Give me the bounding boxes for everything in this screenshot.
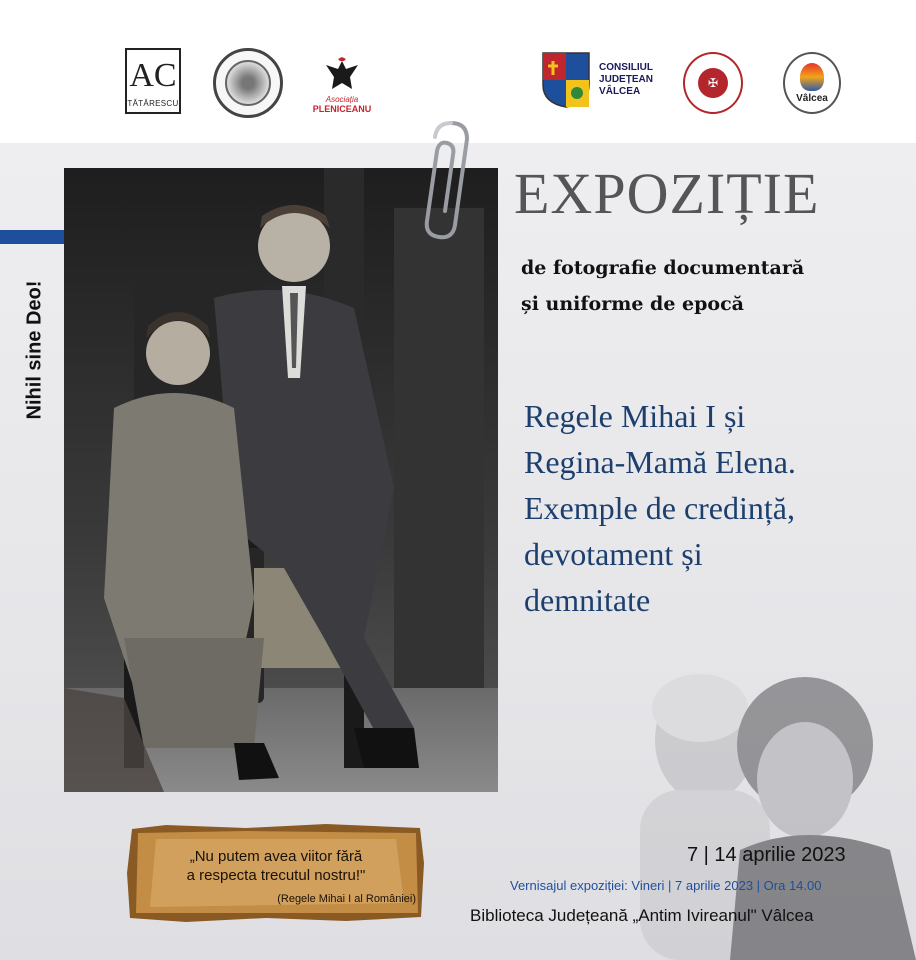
theme-line3: Exemple de credință, bbox=[524, 490, 795, 526]
theme-line4: devotament și bbox=[524, 536, 703, 572]
exhibition-dates: 7 | 14 aprilie 2023 bbox=[687, 844, 846, 866]
eagle-icon bbox=[322, 57, 362, 93]
exhibition-subtitle bbox=[521, 250, 804, 322]
coat-of-arms-icon bbox=[541, 51, 591, 109]
library-seal-icon: ✠ bbox=[698, 68, 728, 98]
poster-title: EXPOZIȚIE bbox=[514, 161, 820, 226]
tatarescu-monogram: AC bbox=[129, 56, 177, 94]
quote-parchment bbox=[126, 823, 426, 923]
venue: Biblioteca Județeană „Antim Ivireanul" Vâlcea bbox=[470, 906, 814, 925]
pleniceanu-line2: PLENICEANU bbox=[312, 103, 372, 114]
royal-portrait-image bbox=[64, 168, 498, 792]
quote-line1: „Nu putem avea viitor fără bbox=[189, 848, 363, 865]
seal-emblem-icon bbox=[225, 60, 271, 106]
royal-photograph bbox=[64, 168, 498, 792]
association-seal-logo bbox=[213, 48, 283, 118]
consiliul-line2: JUDEȚEAN bbox=[599, 74, 653, 85]
flame-icon bbox=[800, 63, 824, 91]
motto: Nihil sine Deo! bbox=[23, 280, 46, 420]
theme-line1: Regele Mihai I și bbox=[524, 398, 746, 434]
subtitle-line2: și uniforme de epocă bbox=[521, 293, 744, 315]
exhibition-theme bbox=[524, 393, 796, 623]
quote-text bbox=[146, 847, 406, 885]
biblioteca-logo bbox=[683, 52, 743, 114]
paperclip-icon bbox=[407, 115, 477, 245]
quote-line2: a respecta trecutul nostru!" bbox=[186, 867, 366, 884]
consiliul-judetean-logo bbox=[537, 48, 657, 112]
vernissage-info: Vernisajul expoziției: Vineri | 7 aprilie 2023 | Ora 14.00 bbox=[510, 878, 822, 893]
subtitle-line1: de fotografie documentară bbox=[521, 257, 805, 279]
consiliul-line3: VÂLCEA bbox=[599, 86, 641, 97]
theme-line2: Regina-Mamă Elena. bbox=[524, 444, 796, 480]
isj-label: Vâlcea bbox=[796, 92, 828, 104]
tatarescu-logo bbox=[125, 48, 181, 114]
theme-line5: demnitate bbox=[524, 582, 651, 618]
inspectorat-logo bbox=[783, 52, 841, 114]
pleniceanu-line1: Asociația bbox=[325, 94, 359, 104]
consiliul-line1: CONSILIUL bbox=[599, 62, 653, 73]
pleniceanu-logo bbox=[312, 52, 372, 118]
tatarescu-label: TĂTĂRESCU bbox=[127, 98, 179, 108]
quote-author: (Regele Mihai I al României) bbox=[277, 893, 416, 905]
